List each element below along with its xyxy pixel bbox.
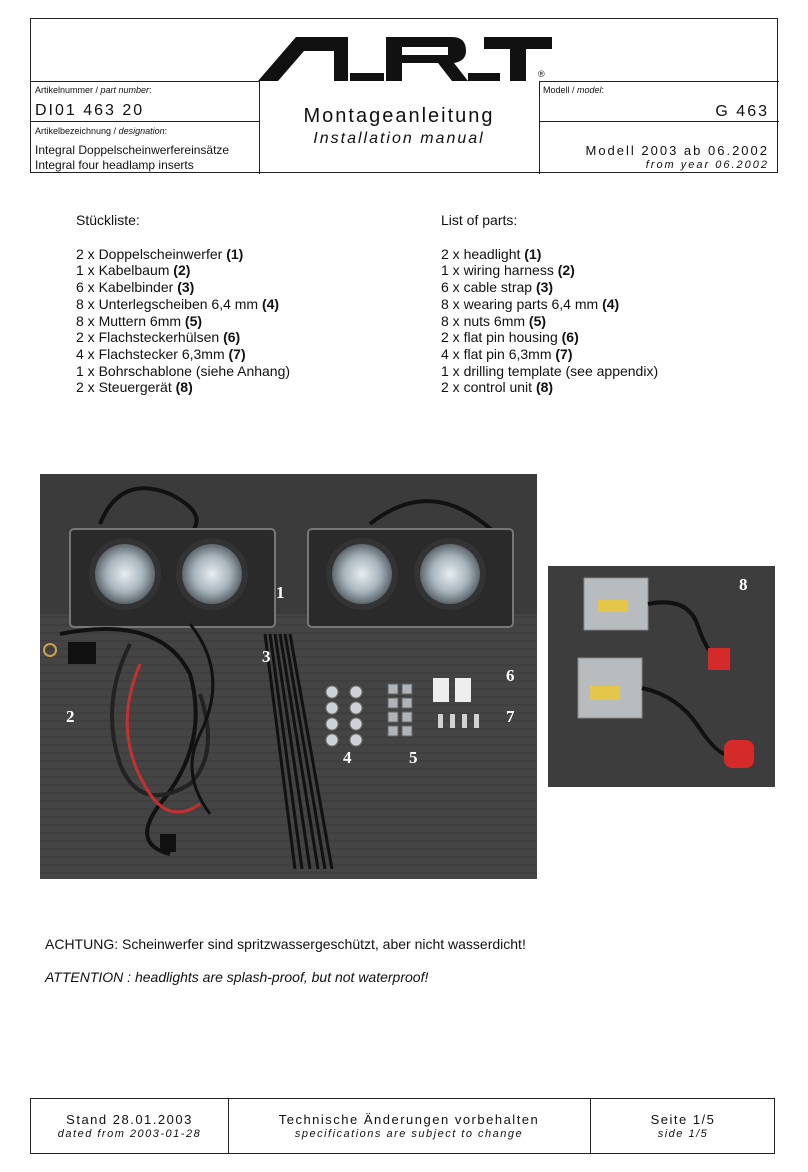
model-year-de: Modell 2003 ab 06.2002: [585, 143, 769, 158]
part-number: DI01 463 20: [35, 102, 145, 119]
logo-text: [256, 29, 257, 30]
registered-mark: ®: [538, 69, 545, 79]
photo-label-6: 6: [506, 666, 515, 685]
photo-label-1: 1: [276, 583, 285, 602]
control-unit-graphic: [548, 566, 775, 787]
parts-list-de: [76, 212, 290, 396]
model-label: Modell / model:: [543, 85, 605, 95]
photo-label-8: 8: [739, 575, 748, 594]
control-unit-photo: [548, 566, 775, 787]
photo-label-5: 5: [409, 748, 418, 767]
designation-label: Artikelbezeichnung / designation:: [35, 126, 168, 136]
list-item: 4 x Flachstecker 6,3mm (7): [76, 345, 246, 362]
logo-graphic: [256, 29, 556, 85]
photo-label-3: 3: [262, 647, 271, 666]
model-year-en: from year 06.2002: [645, 159, 769, 171]
title-de: Montageanleitung: [303, 105, 495, 127]
list-item: 2 x Steuergerät (8): [76, 379, 193, 396]
divider: [539, 81, 779, 82]
warning-en: ATTENTION : headlights are splash-proof, but not waterproof!: [45, 969, 429, 985]
divider: [31, 121, 259, 122]
footer-date: Stand 28.01.2003 dated from 2003-01-28: [57, 1112, 202, 1140]
list-item: 8 x wearing parts 6,4 mm (4): [441, 295, 620, 312]
list-item: 6 x Kabelbinder (3): [76, 279, 195, 296]
list-item: 2 x control unit (8): [441, 379, 554, 396]
photo-label-7: 7: [506, 707, 515, 726]
list-item: 8 x Unterlegscheiben 6,4 mm (4): [76, 295, 280, 312]
list-item: 2 x headlight (1): [441, 245, 542, 262]
divider: [539, 81, 540, 174]
list-item: 4 x flat pin 6,3mm (7): [441, 345, 573, 362]
part-number-label: Artikelnummer / part number:: [35, 85, 152, 95]
model-value: G 463: [715, 103, 769, 120]
list-item: 1 x drilling template (see appendix): [441, 362, 659, 379]
photo-label-2: 2: [66, 707, 75, 726]
list-item: 2 x Flachsteckerhülsen (6): [76, 329, 241, 346]
list-item: 8 x Muttern 6mm (5): [76, 312, 203, 329]
list-item: 6 x cable strap (3): [441, 279, 554, 296]
list-item: 1 x wiring harness (2): [441, 262, 575, 279]
list-item: 2 x flat pin housing (6): [441, 329, 579, 346]
designation-en: Integral four headlamp inserts: [35, 158, 194, 172]
footer-page: Seite 1/5 side 1/5: [650, 1112, 716, 1140]
designation-de: Integral Doppelscheinwerfereinsätze: [35, 143, 230, 157]
footer-table: [30, 1098, 775, 1154]
parts-photo: [40, 474, 537, 879]
header-table: [30, 18, 778, 173]
photo-label-4: 4: [343, 748, 352, 767]
title-en: Installation manual: [313, 130, 485, 147]
warning-de: ACHTUNG: Scheinwerfer sind spritzwassergeschützt, aber nicht wasserdicht!: [45, 936, 526, 952]
parts-photo-graphic: [40, 474, 537, 879]
list-item: 2 x Doppelscheinwerfer (1): [76, 245, 244, 262]
list-item: 8 x nuts 6mm (5): [441, 312, 547, 329]
parts-list-en: [441, 212, 658, 396]
list-item: 1 x Bohrschablone (siehe Anhang): [76, 362, 291, 379]
list-item: 1 x Kabelbaum (2): [76, 262, 191, 279]
footer-notice: Technische Änderungen vorbehalten specifications are subject to change: [278, 1112, 540, 1140]
parts-heading-en: List of parts:: [441, 212, 518, 228]
parts-heading-de: Stückliste:: [76, 212, 140, 228]
divider: [31, 81, 259, 82]
divider: [539, 121, 779, 122]
art-logo: [256, 29, 556, 85]
